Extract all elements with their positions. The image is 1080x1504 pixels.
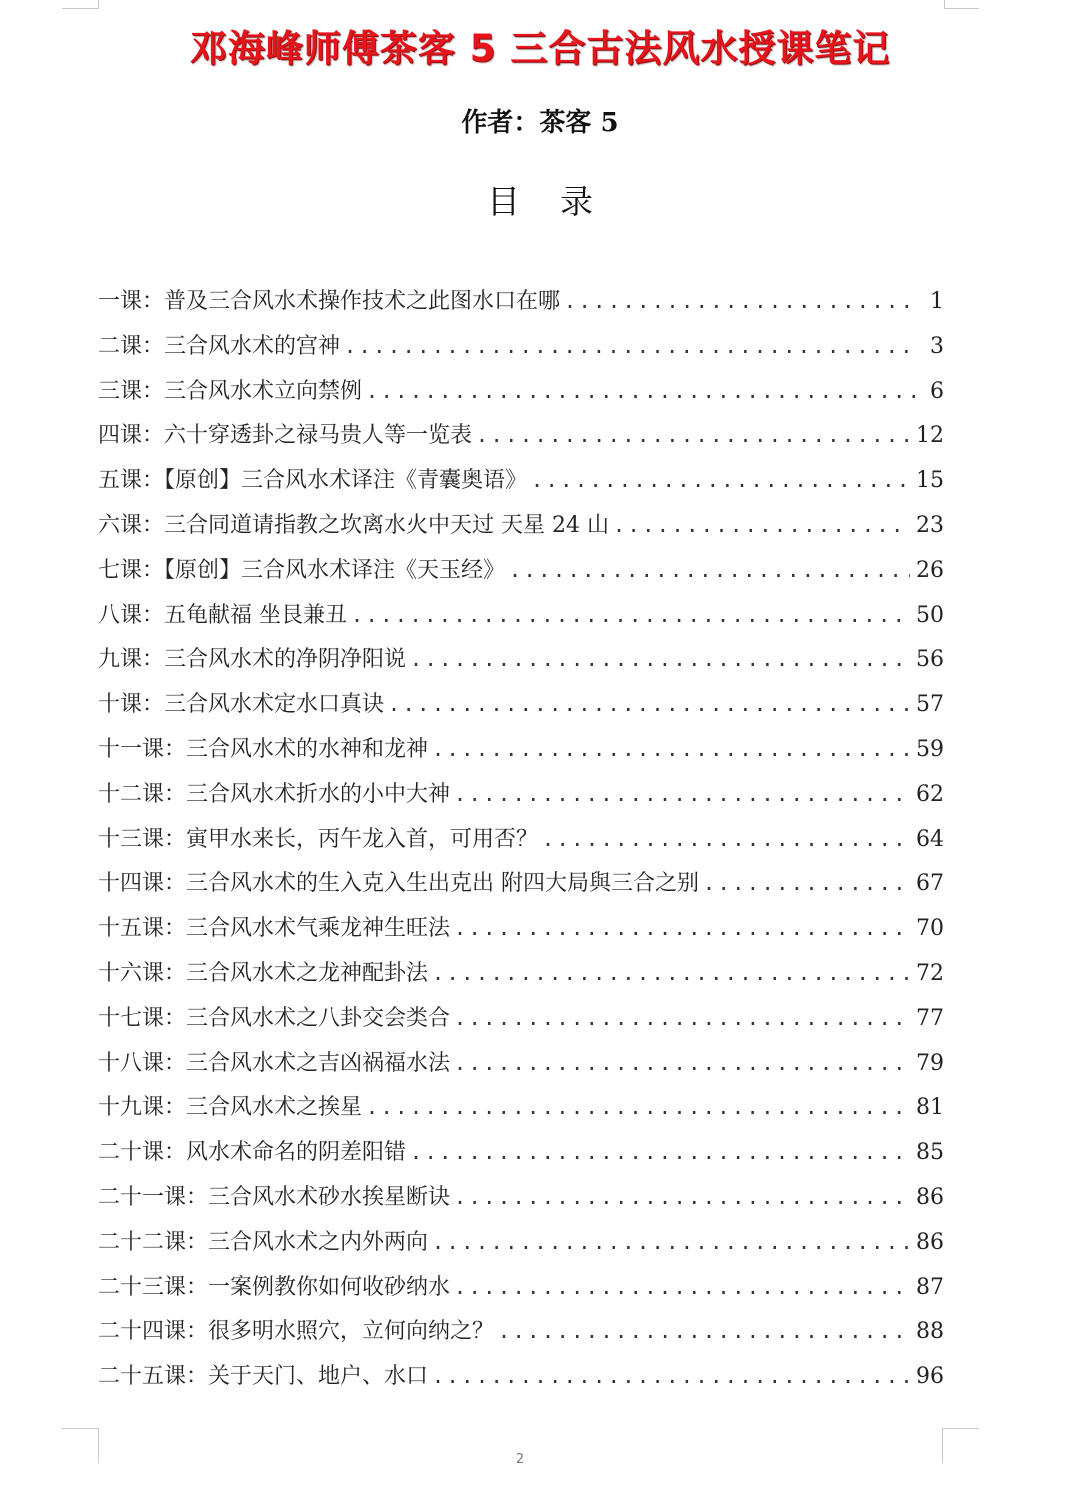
toc-entry[interactable] xyxy=(98,1135,944,1180)
toc-dot-leader xyxy=(432,1230,910,1254)
toc-entry-page: 79 xyxy=(916,1050,944,1076)
toc-entry-label: 二十二课：三合风水术之内外两向 xyxy=(98,1229,429,1255)
crop-mark-top-left xyxy=(62,0,99,9)
toc-entry[interactable] xyxy=(98,329,944,374)
toc-dot-leader xyxy=(454,916,910,940)
toc-entry-page: 12 xyxy=(916,423,944,449)
toc-dot-leader xyxy=(351,603,910,627)
toc-dot-leader xyxy=(454,1006,910,1030)
toc-dot-leader xyxy=(366,1095,910,1119)
toc-entry-page: 6 xyxy=(930,378,944,404)
toc-entry[interactable] xyxy=(98,911,944,956)
toc-entry[interactable] xyxy=(98,822,944,867)
toc-dot-leader xyxy=(366,379,916,403)
toc-dot-leader xyxy=(410,647,910,671)
toc-entry-page: 3 xyxy=(930,333,944,359)
toc-entry-page: 70 xyxy=(916,916,944,942)
toc-dot-leader xyxy=(344,334,916,358)
toc-dot-leader xyxy=(531,468,910,492)
toc-entry[interactable] xyxy=(98,687,944,732)
toc-entry-page: 86 xyxy=(916,1229,944,1255)
toc-dot-leader xyxy=(564,289,916,313)
toc-entry-page: 50 xyxy=(916,602,944,628)
toc-dot-leader xyxy=(388,692,910,716)
toc-entry[interactable] xyxy=(98,374,944,419)
toc-entry-label: 十二课：三合风水术折水的小中大神 xyxy=(98,781,451,807)
toc-entry-label: 三课：三合风水术立向禁例 xyxy=(98,378,363,404)
toc-dot-leader xyxy=(454,782,910,806)
toc-dot-leader xyxy=(432,1364,910,1388)
toc-dot-leader xyxy=(498,1319,910,1343)
toc-entry-label: 十八课：三合风水术之吉凶祸福水法 xyxy=(98,1050,451,1076)
toc-entry-page: 62 xyxy=(916,781,944,807)
toc-entry-page: 77 xyxy=(916,1005,944,1031)
toc-entry-page: 57 xyxy=(916,692,944,718)
toc-entry-label: 十七课：三合风水术之八卦交会类合 xyxy=(98,1005,451,1031)
toc-entry[interactable] xyxy=(98,1225,944,1270)
toc-dot-leader xyxy=(432,961,910,985)
toc-entry-label: 五课：【原创】三合风水术译注《青囊奥语》 xyxy=(98,468,528,494)
toc-entry-label: 二十一课：三合风水术砂水挨星断诀 xyxy=(98,1184,451,1210)
toc-entry-label: 二十三课：一案例教你如何收砂纳水 xyxy=(98,1274,451,1300)
document-author: 作者：茶客 5 xyxy=(461,108,619,138)
toc-entry-page: 64 xyxy=(916,826,944,852)
toc-entry-page: 86 xyxy=(916,1184,944,1210)
toc-entry[interactable] xyxy=(98,1001,944,1046)
toc-entry-page: 56 xyxy=(916,647,944,673)
toc-entry-label: 九课：三合风水术的净阴净阳说 xyxy=(98,647,407,673)
toc-entry-page: 59 xyxy=(916,736,944,762)
toc-entry-page: 85 xyxy=(916,1140,944,1166)
toc-heading: 目录 xyxy=(487,182,633,221)
toc-entry-page: 81 xyxy=(916,1095,944,1121)
toc-dot-leader xyxy=(542,827,910,851)
toc-entry[interactable] xyxy=(98,463,944,508)
toc-dot-leader xyxy=(432,737,910,761)
toc-entry-label: 六课：三合同道请指教之坎离水火中天过 天星 24 山 xyxy=(98,512,609,538)
toc-entry-label: 二十五课：关于天门、地户、水口 xyxy=(98,1364,429,1390)
toc-entry-label: 十五课：三合风水术气乘龙神生旺法 xyxy=(98,916,451,942)
toc-entry[interactable] xyxy=(98,418,944,463)
toc-dot-leader xyxy=(410,1140,910,1164)
toc-entry-label: 十三课：寅甲水来长，丙午龙入首，可用否？ xyxy=(98,826,539,852)
toc-entry-page: 15 xyxy=(916,468,944,494)
toc-entry[interactable] xyxy=(98,1314,944,1359)
toc-entry-page: 96 xyxy=(916,1364,944,1390)
toc-dot-leader xyxy=(454,1185,910,1209)
toc-entry[interactable] xyxy=(98,956,944,1001)
toc-entry-label: 四课：六十穿透卦之禄马贵人等一览表 xyxy=(98,423,473,449)
table-of-contents xyxy=(98,284,944,1404)
toc-entry-page: 23 xyxy=(916,512,944,538)
toc-entry[interactable] xyxy=(98,508,944,553)
toc-dot-leader xyxy=(454,1275,910,1299)
toc-entry[interactable] xyxy=(98,553,944,598)
document-title: 邓海峰师傅茶客 5 三合古法风水授课笔记 xyxy=(189,27,891,70)
toc-entry-page: 87 xyxy=(916,1274,944,1300)
toc-entry-label: 十课：三合风水术定水口真诀 xyxy=(98,692,385,718)
crop-mark-top-right xyxy=(944,0,979,9)
toc-entry-label: 十四课：三合风水术的生入克入生出克出 附四大局與三合之别 xyxy=(98,871,699,897)
toc-dot-leader xyxy=(454,1051,910,1075)
toc-entry-page: 72 xyxy=(916,960,944,986)
toc-entry[interactable] xyxy=(98,1359,944,1404)
toc-entry[interactable] xyxy=(98,1090,944,1135)
toc-entry-label: 八课：五龟献福 坐艮兼丑 xyxy=(98,602,347,628)
toc-dot-leader xyxy=(703,871,910,895)
toc-entry[interactable] xyxy=(98,284,944,329)
toc-entry[interactable] xyxy=(98,1180,944,1225)
toc-entry[interactable] xyxy=(98,732,944,777)
toc-entry[interactable] xyxy=(98,598,944,643)
toc-entry-label: 二十四课：很多明水照穴，立何向纳之？ xyxy=(98,1319,495,1345)
toc-entry-label: 十六课：三合风水术之龙神配卦法 xyxy=(98,960,429,986)
toc-entry-label: 十一课：三合风水术的水神和龙神 xyxy=(98,736,429,762)
toc-entry[interactable] xyxy=(98,1270,944,1315)
toc-entry-label: 二十课：风水术命名的阴差阳错 xyxy=(98,1140,407,1166)
toc-entry[interactable] xyxy=(98,866,944,911)
toc-entry-label: 二课：三合风水术的宫神 xyxy=(98,333,341,359)
page-number: 2 xyxy=(515,1452,525,1467)
toc-dot-leader xyxy=(509,558,910,582)
toc-entry[interactable] xyxy=(98,642,944,687)
toc-entry-label: 一课：普及三合风水术操作技术之此图水口在哪 xyxy=(98,289,561,314)
toc-entry[interactable] xyxy=(98,1046,944,1091)
toc-dot-leader xyxy=(613,513,910,537)
toc-entry-page: 26 xyxy=(916,557,944,583)
toc-entry-page: 1 xyxy=(930,289,944,314)
toc-entry-label: 十九课：三合风水术之挨星 xyxy=(98,1095,363,1121)
toc-entry-page: 67 xyxy=(916,871,944,897)
toc-entry-page: 88 xyxy=(916,1319,944,1345)
toc-entry[interactable] xyxy=(98,777,944,822)
toc-entry-label: 七课：【原创】三合风水术译注《天玉经》 xyxy=(98,557,506,583)
toc-dot-leader xyxy=(476,423,910,447)
